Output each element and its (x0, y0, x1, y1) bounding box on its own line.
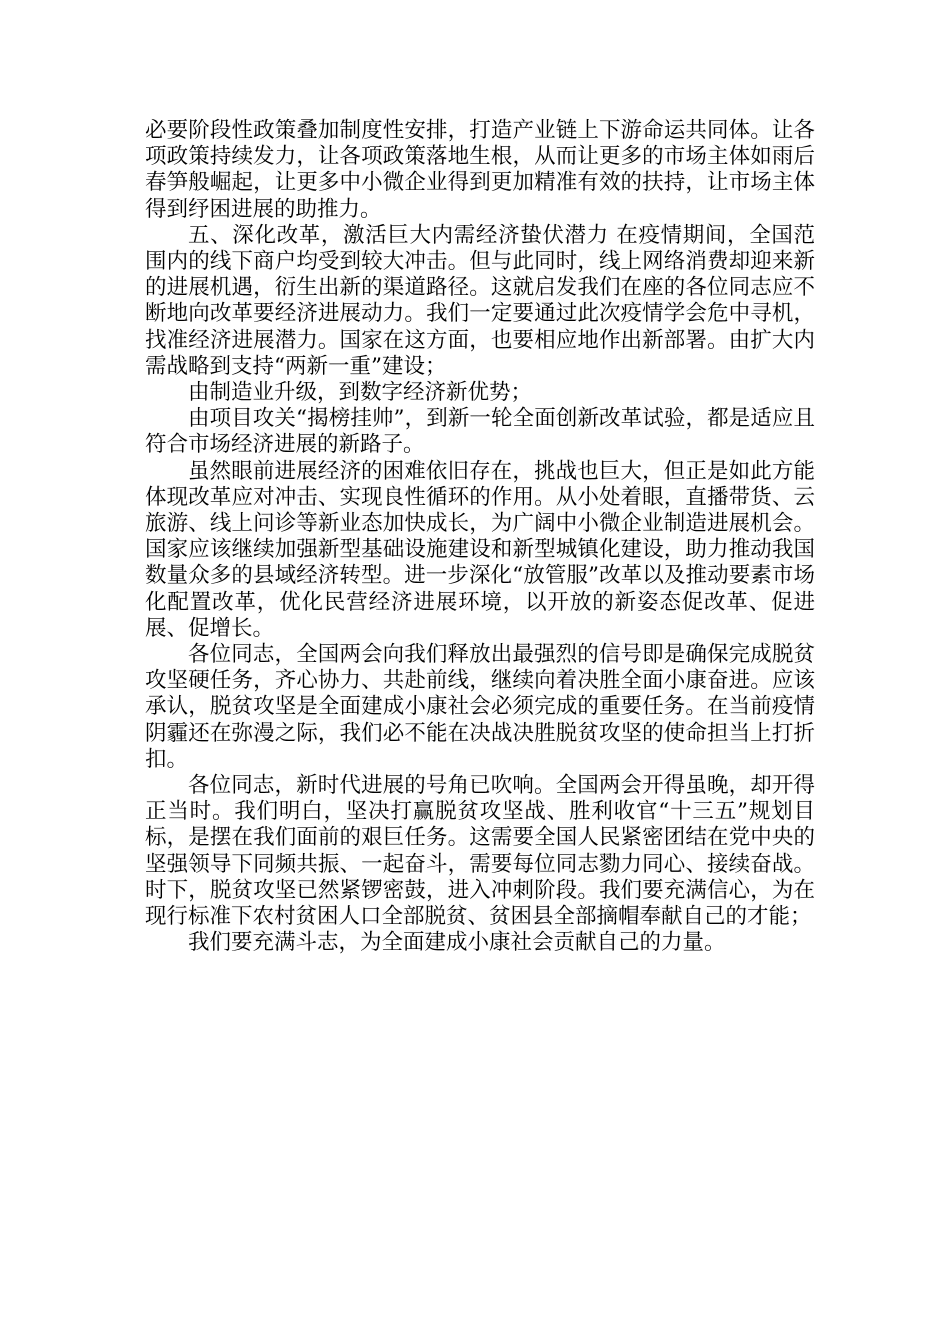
paragraph-closing: 我们要充满斗志，为全面建成小康社会贡献自己的力量。 (188, 930, 726, 956)
paragraph-deepen-reform: 五、深化改革，激活巨大内需经济蛰伏潜力 在疫情期间，全国范围内的线下商户均受到较大冲击。但与此同时，线上网络消费却迎来新的进展机遇，衍生出新的渠道路径。这就启发我们在座的各位同志应不断地向改革要经济进展动力。我们一定要通过此次疫情学会危中寻机，找准经济进展潜力。国家在这方面，也要相应地作出新部署。由扩大内需战略到支持“两新一重”建设； (145, 222, 815, 379)
paragraph-new-era: 各位同志，新时代进展的号角已吹响。全国两会开得虽晚，却开得正当时。我们明白，坚决打赢脱贫攻坚战、胜利收官“十三五”规划目标，是摆在我们面前的艰巨任务。这需要全国人民紧密团结在党中央的坚强领导下同频共振、一起奋斗，需要每位同志勠力同心、接续奋战。时下，脱贫攻坚已然紧锣密鼓，进入冲刺阶段。我们要充满信心，为在现行标准下农村贫困人口全部脱贫、贫困县全部摘帽奉献自己的才能； (145, 773, 815, 930)
paragraph-policy-support: 必要阶段性政策叠加制度性安排，打造产业链上下游命运共同体。让各项政策持续发力，让各项政策落地生根，从而让更多的市场主体如雨后春笋般崛起，让更多中小微企业得到更加精准有效的扶持，让市场主体得到纾困进展的助推力。 (145, 118, 815, 222)
paragraph-project-tackling: 由项目攻关“揭榜挂帅”，到新一轮全面创新改革试验，都是适应且符合市场经济进展的新路子。 (145, 406, 815, 458)
paragraph-challenges: 虽然眼前进展经济的困难依旧存在，挑战也巨大，但正是如此方能体现改革应对冲击、实现良性循环的作用。从小处着眼，直播带货、云旅游、线上问诊等新业态加快成长，为广阔中小微企业制造进展机会。国家应该继续加强新型基础设施建设和新型城镇化建设，助力推动我国数量众多的县域经济转型。进一步深化“放管服”改革以及推动要素市场化配置改革，优化民营经济进展环境，以开放的新姿态促改革、促进展、促增长。 (145, 458, 815, 641)
document-page (145, 118, 815, 957)
paragraph-manufacturing-upgrade: 由制造业升级，到数字经济新优势； (188, 380, 533, 406)
paragraph-poverty-alleviation: 各位同志，全国两会向我们释放出最强烈的信号即是确保完成脱贫攻坚硬任务，齐心协力、共赴前线，继续向着决胜全面小康奋进。应该承认，脱贫攻坚是全面建成小康社会必须完成的重要任务。在当前疫情阴霾还在弥漫之际，我们必不能在决战决胜脱贫攻坚的使命担当上打折扣。 (145, 642, 815, 772)
